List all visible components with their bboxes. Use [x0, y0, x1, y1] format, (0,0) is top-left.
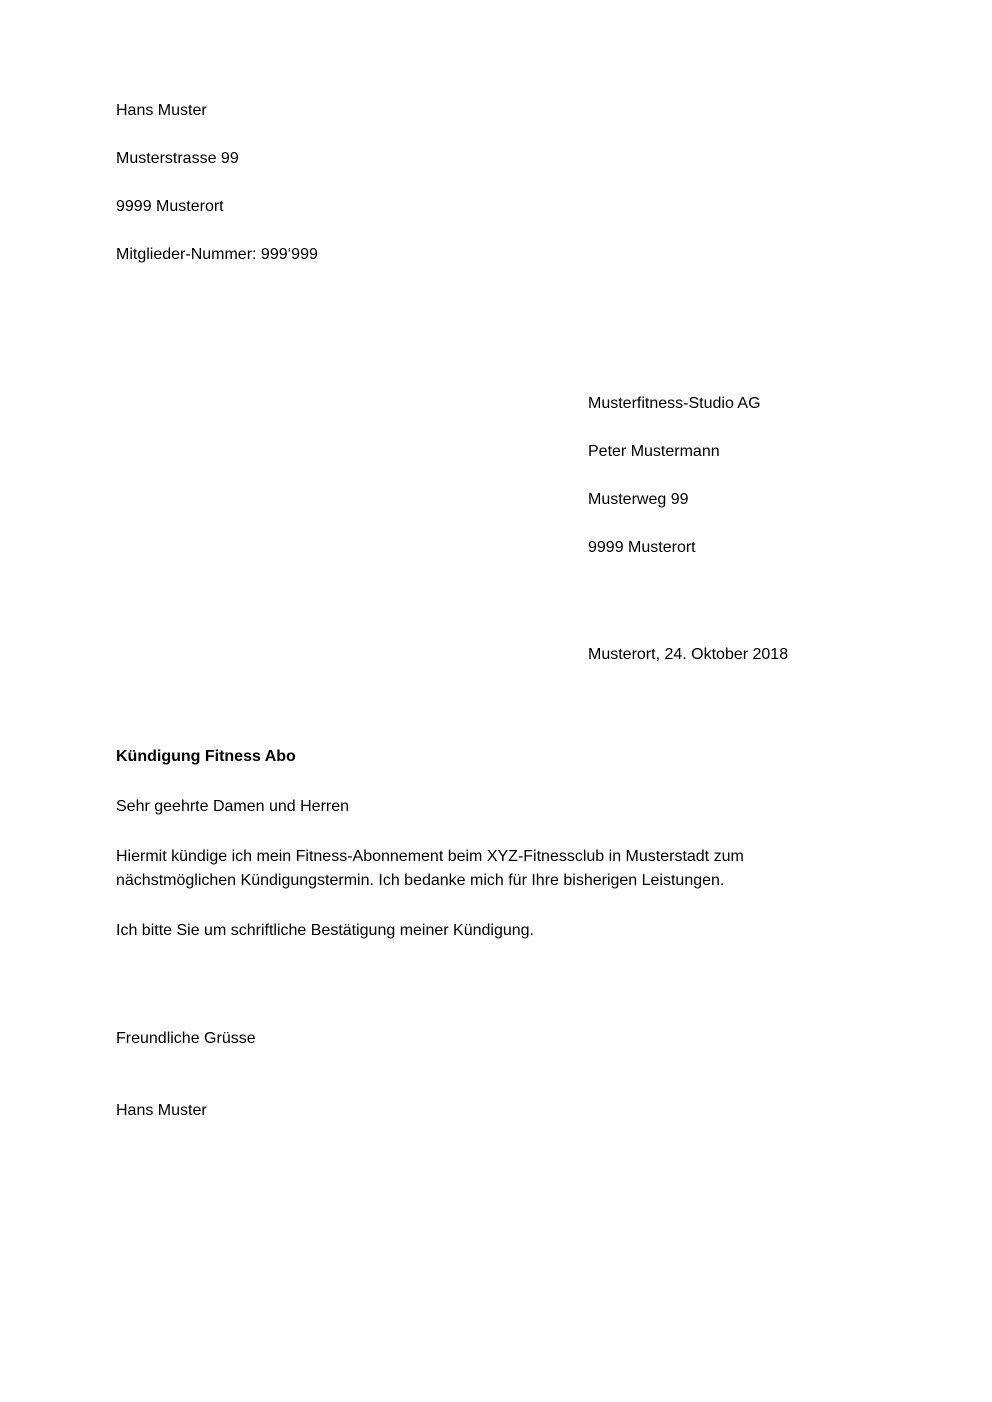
sender-street: Musterstrasse 99 — [116, 150, 239, 167]
signature-name: Hans Muster — [116, 1102, 207, 1119]
sender-address — [116, 75, 876, 291]
recipient-company: Musterfitness-Studio AG — [588, 395, 761, 412]
recipient-name: Peter Mustermann — [588, 443, 720, 460]
sender-city: 9999 Musterort — [116, 198, 224, 215]
recipient-address — [588, 368, 876, 584]
body-paragraph-2: Ich bitte Sie um schriftliche Bestätigung meiner Kündigung. — [116, 922, 535, 939]
date-line: Musterort, 24. Oktober 2018 — [588, 646, 789, 663]
subject-line: Kündigung Fitness Abo — [116, 748, 296, 765]
sender-member-number: Mitglieder-Nummer: 999‘999 — [116, 246, 318, 263]
sender-name: Hans Muster — [116, 102, 207, 119]
salutation: Sehr geehrte Damen und Herren — [116, 798, 350, 815]
closing: Freundliche Grüsse — [116, 1030, 256, 1047]
body-paragraph-1: Hiermit kündige ich mein Fitness-Abonnement beim XYZ-Fitnessclub in Musterstadt zum nächstmöglichen Kündigungstermin. Ich bedanke mich für Ihre bisherigen Leistungen. — [116, 848, 744, 889]
recipient-city: 9999 Musterort — [588, 539, 696, 556]
recipient-street: Musterweg 99 — [588, 491, 689, 508]
